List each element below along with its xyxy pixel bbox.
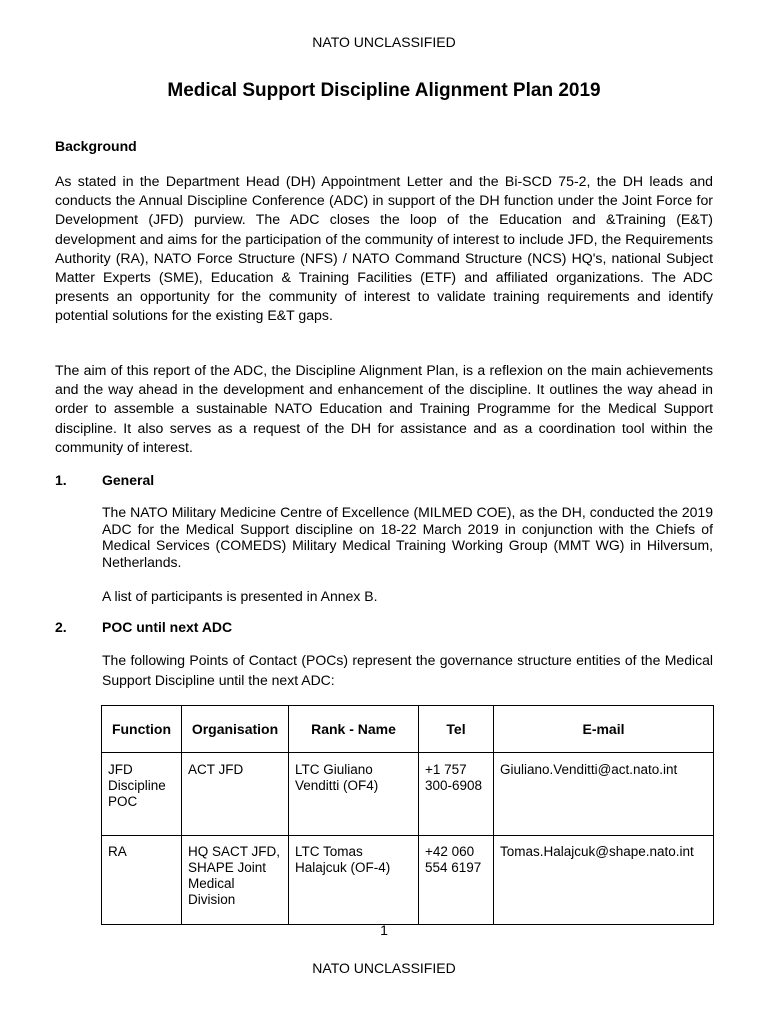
cell-email: Giuliano.Venditti@act.nato.int [494,753,714,836]
section-paragraph: The following Points of Contact (POCs) represent the governance structure entities of the Medical Support Discipline until the next ADC: [102,652,713,688]
column-header: Tel [419,706,494,753]
background-paragraph: As stated in the Department Head (DH) Appointment Letter and the Bi-SCD 75-2, the DH leads and conducts the Annual Discipline Conference (ADC) in support of the DH function under the Joint Force for Development (JFD) purview. The ADC closes the loop of the Education and &Training (E&T) development and aims for the participation of the community of interest to include JFD, the Requirements Authority (RA), NATO Force Structure (NFS) / NATO Command Structure (NCS) HQ's, national Subject Matter Experts (SME), Education & Training Facilities (ETF) and affiliated organizations. The ADC presents an opportunity for the community of interest to validate training requirements and identify potential solutions for the existing E&T gaps. [55,173,713,324]
section-paragraph: A list of participants is presented in Annex B. [102,588,378,604]
column-header: Rank - Name [289,706,419,753]
page-number: 1 [380,922,388,938]
table-row [102,753,714,836]
cell-email: Tomas.Halajcuk@shape.nato.int [494,836,714,925]
cell-rank-name: LTC Tomas Halajcuk (OF-4) [289,836,419,925]
table-header-row [102,706,714,753]
background-heading: Background [55,138,137,154]
section-heading-general [55,472,154,488]
column-header: Function [102,706,182,753]
section-title: General [102,472,155,488]
cell-function: JFD Discipline POC [102,753,182,836]
cell-organisation: ACT JFD [182,753,289,836]
cell-rank-name: LTC Giuliano Venditti (OF4) [289,753,419,836]
column-header: Organisation [182,706,289,753]
classification-header: NATO UNCLASSIFIED [312,34,456,50]
cell-tel: +1 757 300-6908 [419,753,494,836]
cell-tel: +42 060 554 6197 [419,836,494,925]
background-paragraph: The aim of this report of the ADC, the Discipline Alignment Plan, is a reflexion on the main achievements and the way ahead in the development and enhancement of the discipline. It outlines the way ahead in order to assemble a sustainable NATO Education and Training Programme for the Medical Support discipline. It also serves as a request of the DH for assistance and as a coordination tool within the community of interest. [55,362,713,455]
section-paragraph: The NATO Military Medicine Centre of Excellence (MILMED COE), as the DH, conducted the 2019 ADC for the Medical Support discipline on 18-22 March 2019 in conjunction with the Chiefs of Medical Services (COMEDS) Military Medical Training Working Group (MMT WG) in Hilversum, Netherlands. [102,504,713,571]
section-number: 2. [55,619,67,635]
column-header: E-mail [494,706,714,753]
section-title: POC until next ADC [102,619,233,635]
poc-table [101,705,714,925]
table-row [102,836,714,925]
cell-function: RA [102,836,182,925]
document-title: Medical Support Discipline Alignment Plan 2019 [167,80,601,101]
classification-footer: NATO UNCLASSIFIED [312,960,456,976]
section-number: 1. [55,472,67,488]
cell-organisation: HQ SACT JFD, SHAPE Joint Medical Division [182,836,289,925]
section-heading-poc [55,619,232,635]
